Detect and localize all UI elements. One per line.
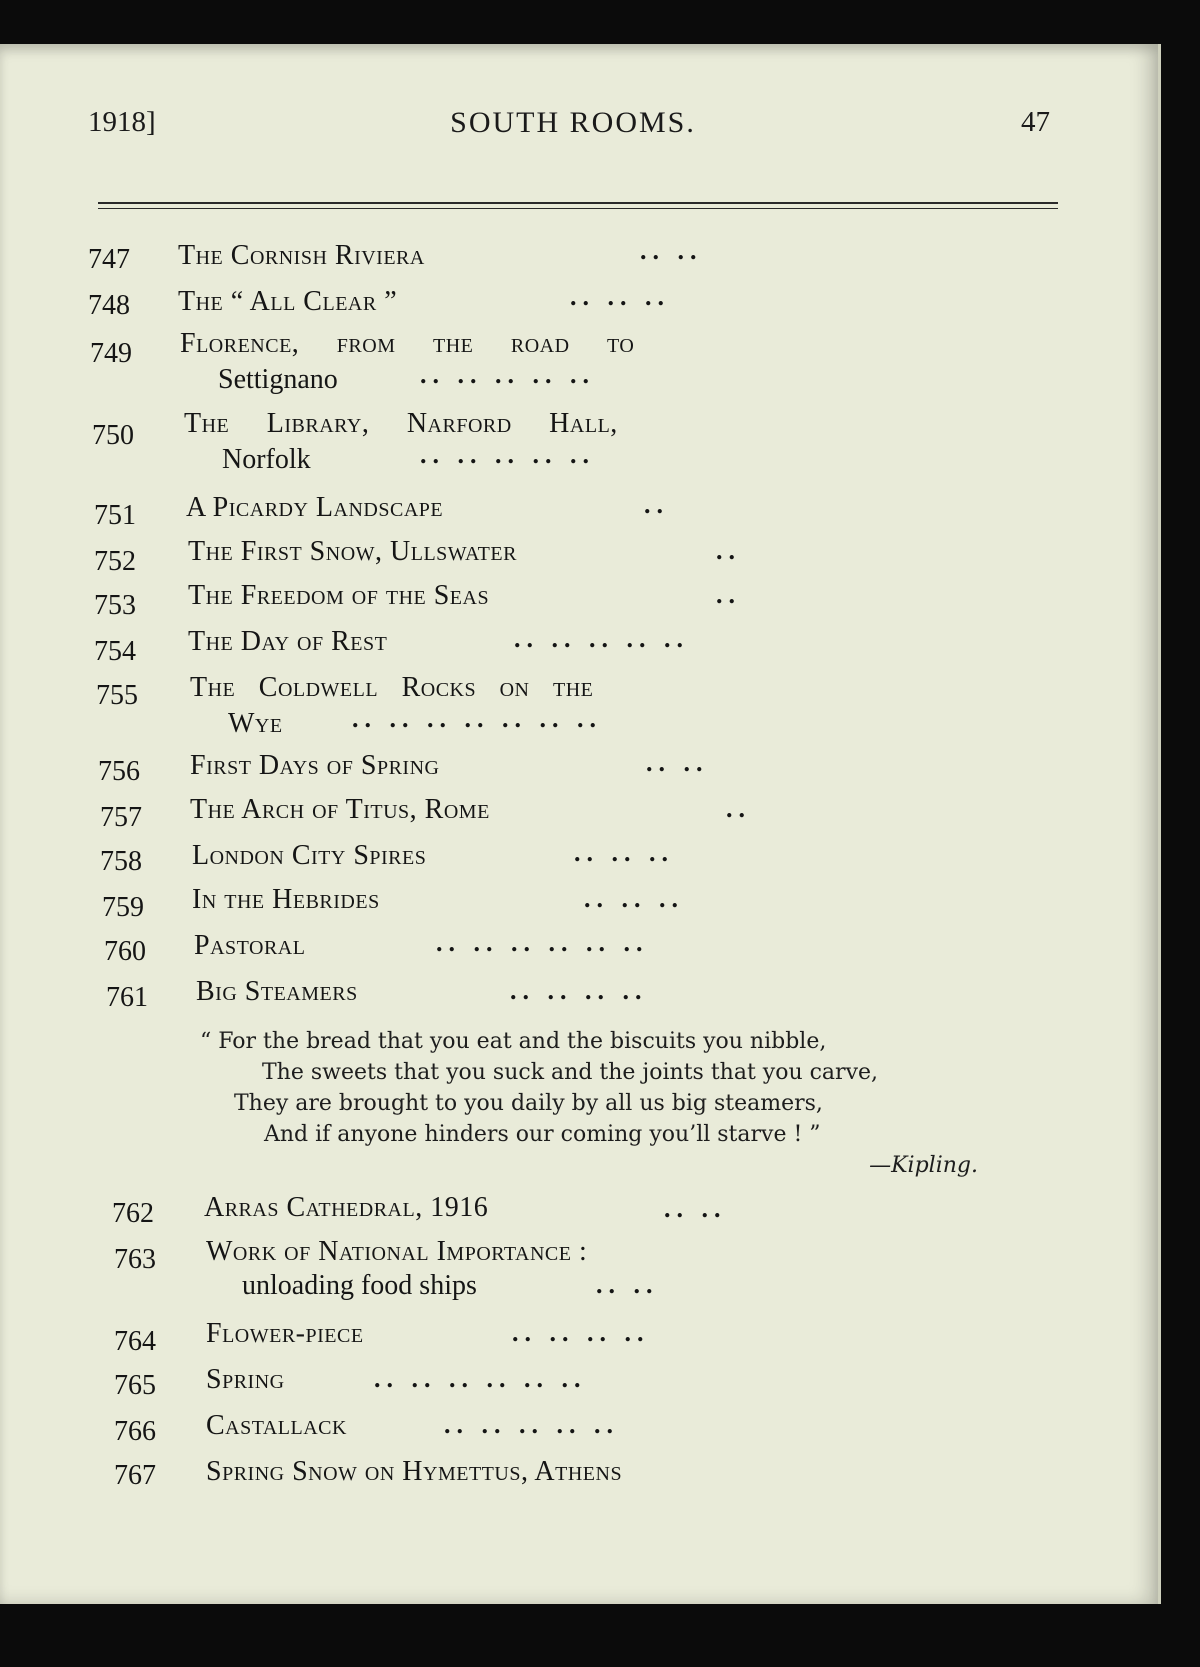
entry-title: Flower-piece: [206, 1318, 364, 1349]
entry-number: 747: [88, 244, 130, 275]
entry-title: Castallack: [206, 1410, 347, 1441]
entry-leader-dots: .. .. .. ..: [512, 1318, 650, 1347]
entry-title: Work of National Importance :: [206, 1236, 588, 1267]
entry-number: 767: [114, 1460, 156, 1491]
kipling-quote: [200, 1026, 1000, 1181]
entry-title: In the Hebrides: [192, 884, 380, 915]
quote-line: They are brought to you daily by all us big steamers,: [234, 1091, 823, 1116]
entry-number: 756: [98, 756, 140, 787]
entry-leader-dots: .. ..: [664, 1194, 727, 1223]
entry-leader-dots: .. .. .. .. ..: [514, 624, 689, 653]
entry-number: 753: [94, 590, 136, 621]
entry-leader-dots: .. .. ..: [584, 884, 684, 913]
entry-number: 765: [114, 1370, 156, 1401]
entry-leader-dots: .. .. .. .. ..: [420, 440, 595, 469]
entry-leader-dots: .. .. ..: [574, 838, 674, 867]
header-rule-thick: [98, 202, 1058, 204]
entry-leader-dots: .. .. .. .. .. .. ..: [352, 704, 602, 733]
entry-number: 764: [114, 1326, 156, 1357]
quote-attribution: —Kipling.: [869, 1153, 978, 1178]
entry-title: Spring Snow on Hymettus, Athens: [206, 1456, 623, 1487]
entry-leader-dots: .. .. ..: [570, 282, 670, 311]
entry-number: 766: [114, 1416, 156, 1447]
entry-title: A Picardy Landscape: [186, 492, 444, 523]
quote-line: The sweets that you suck and the joints that you carve,: [262, 1060, 879, 1085]
entry-leader-dots: .. .. .. ..: [510, 976, 648, 1005]
entry-title-continued: Norfolk: [222, 444, 311, 475]
page-title: SOUTH ROOMS.: [450, 106, 696, 139]
entry-number: 754: [94, 636, 136, 667]
entry-leader-dots: ..: [644, 490, 669, 519]
entry-leader-dots: .. ..: [640, 236, 703, 265]
entry-title: Big Steamers: [196, 976, 358, 1007]
entry-leader-dots: .. ..: [596, 1270, 659, 1299]
header-year: 1918]: [88, 106, 156, 138]
entry-number: 757: [100, 802, 142, 833]
entry-leader-dots: .. ..: [646, 748, 709, 777]
entry-title: London City Spires: [192, 840, 427, 871]
entry-title: The Coldwell Rocks on the: [190, 672, 594, 703]
entry-number: 763: [114, 1244, 156, 1275]
entry-title: The First Snow, Ullswater: [188, 536, 517, 567]
entry-leader-dots: ..: [716, 580, 741, 609]
entry-leader-dots: .. .. .. .. .. ..: [374, 1364, 587, 1393]
entry-title: The Arch of Titus, Rome: [190, 794, 490, 825]
entry-leader-dots: .. .. .. .. ..: [444, 1410, 619, 1439]
header-rule-thin: [98, 208, 1058, 209]
entry-title-continued: Settignano: [218, 364, 338, 395]
entry-title: Pastoral: [194, 930, 306, 961]
page-header: [88, 106, 1058, 156]
entry-title: The Cornish Riviera: [178, 240, 425, 271]
entry-leader-dots: .. .. .. .. .. ..: [436, 928, 649, 957]
entry-leader-dots: .. .. .. .. ..: [420, 360, 595, 389]
entry-title: First Days of Spring: [190, 750, 440, 781]
entry-title: Arras Cathedral, 1916: [204, 1192, 489, 1223]
entry-number: 752: [94, 546, 136, 577]
entry-title: The “ All Clear ”: [178, 286, 398, 317]
entry-number: 750: [92, 420, 134, 451]
entry-title: The Library, Narford Hall,: [184, 408, 618, 439]
entry-title: The Day of Rest: [188, 626, 388, 657]
entry-number: 755: [96, 680, 138, 711]
entry-title: Spring: [206, 1364, 285, 1395]
quote-line: “ For the bread that you eat and the biscuits you nibble,: [200, 1029, 827, 1054]
entry-title: The Freedom of the Seas: [188, 580, 490, 611]
entry-title-continued: Wye: [228, 708, 283, 739]
entry-number: 759: [102, 892, 144, 923]
quote-line: And if anyone hinders our coming you’ll starve ! ”: [264, 1122, 821, 1147]
entry-number: 748: [88, 290, 130, 321]
entry-title-continued: unloading food ships: [242, 1270, 477, 1301]
entry-number: 749: [90, 338, 132, 369]
entry-number: 760: [104, 936, 146, 967]
entry-leader-dots: ..: [716, 536, 741, 565]
entry-number: 758: [100, 846, 142, 877]
page-number: 47: [1021, 106, 1050, 138]
entry-number: 761: [106, 982, 148, 1013]
entry-number: 751: [94, 500, 136, 531]
entry-number: 762: [112, 1198, 154, 1229]
entry-title: Florence, from the road to: [180, 328, 635, 359]
entry-leader-dots: ..: [726, 794, 751, 823]
